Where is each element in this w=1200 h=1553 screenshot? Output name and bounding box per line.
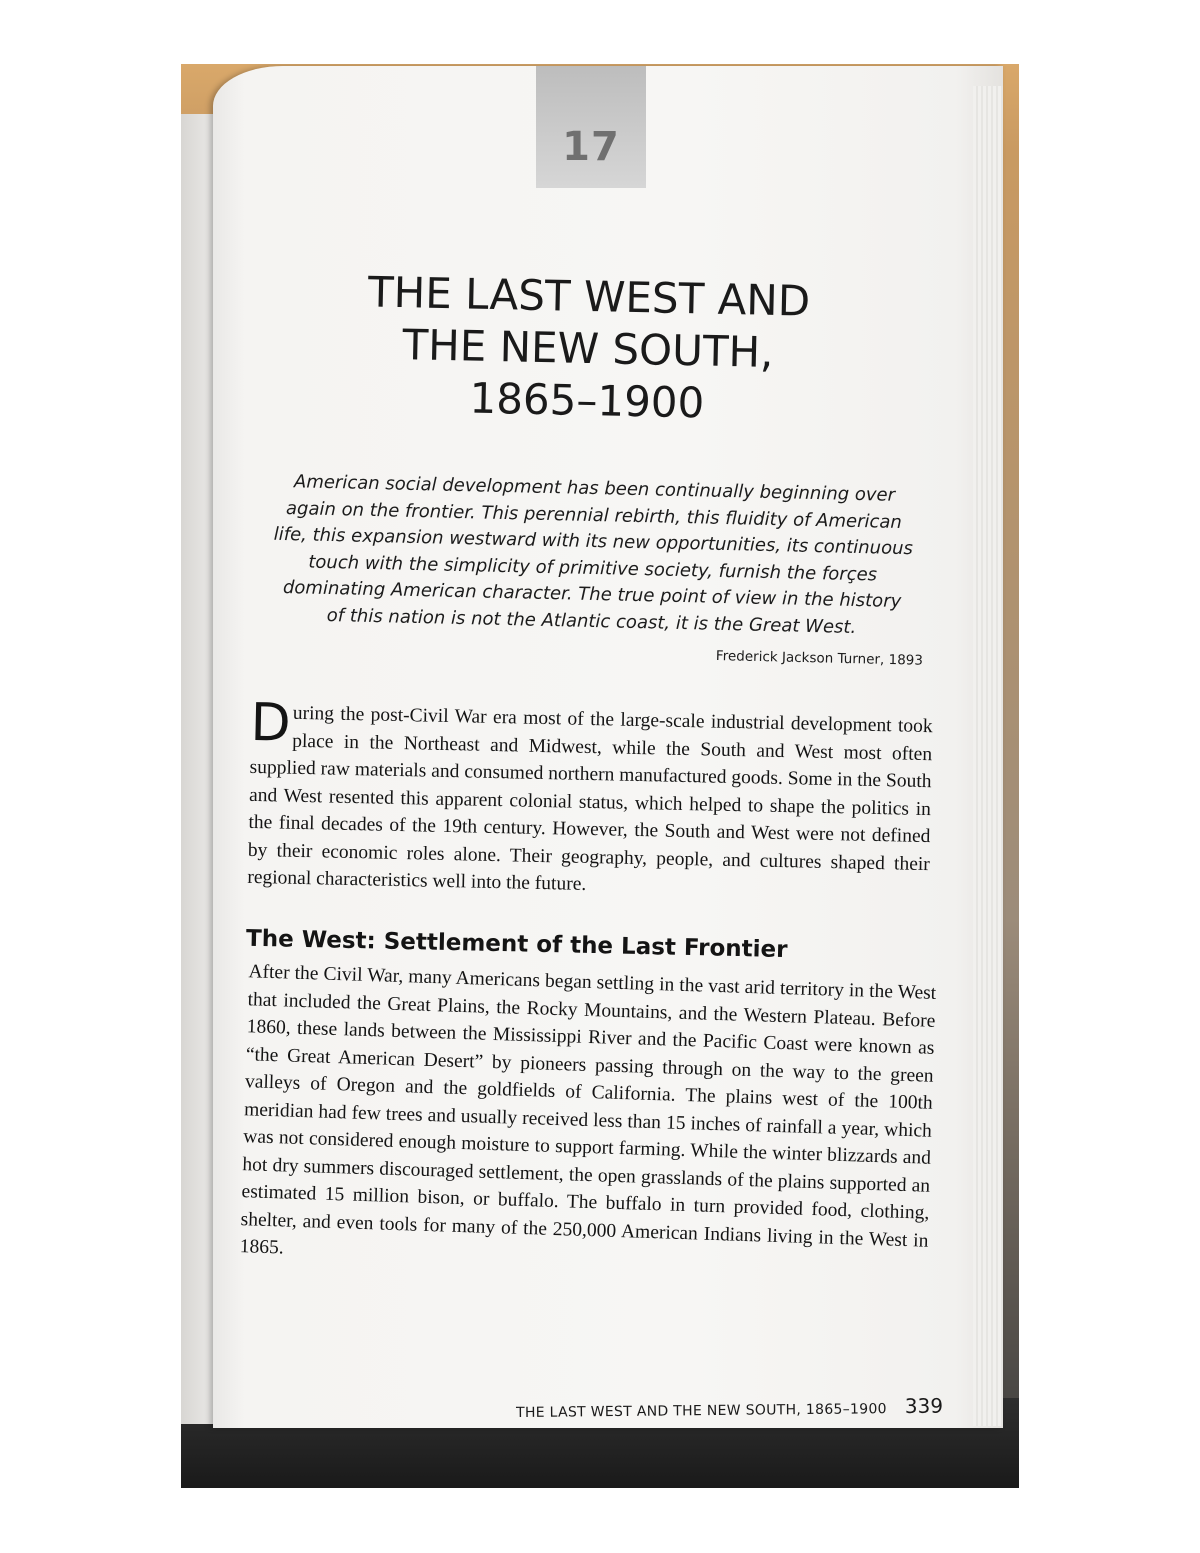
epigraph-quote: American social development has been continually beginning over again on the frontier. This perennial rebirth, this fluidity of American life, this expansion westward with its new opportunities, its continuous touch with the simplicity of primitive society, furnish the forçes dominating American character. The true point of view in the history of this nation is not the Atlantic coast, it is the Great West. — [273, 471, 914, 638]
book-page — [213, 66, 1003, 1428]
page-stack-edges — [973, 86, 1003, 1426]
page-footer — [483, 1394, 943, 1423]
page-number: 339 — [904, 1393, 944, 1418]
chapter-tab — [536, 66, 646, 188]
chapter-title-line: THE LAST WEST AND — [367, 267, 811, 326]
book-photo — [181, 64, 1019, 1488]
epigraph-attribution: Frederick Jackson Turner, 1893 — [715, 648, 924, 669]
chapter-title — [321, 265, 854, 432]
chapter-title-line: 1865–1900 — [469, 373, 705, 428]
section-paragraph: After the Civil War, many Americans began settling in the vast arid territory in the West that included the Great Plains, the Rocky Mountains, and the Western Plateau. Before 1860, these lands between the Mississippi River and the Pacific Coast were known as “the Great American Desert” by pioneers passing through on the way to the green valleys of Oregon and the goldfields of California. The plains west of the 100th meridian had few trees and usually received less than 15 inches of rainfall a year, which was not considered enough moisture to support farming. While the winter blizzards and hot dry summers discouraged settlement, the open grasslands of the plains supported an estimated 15 million bison, or buffalo. The buffalo in turn provided food, clothing, shelter, and even tools for many of the 250,000 American Indians living in the West in 1865. — [239, 961, 937, 1259]
chapter-number: 17 — [562, 124, 620, 170]
running-head: THE LAST WEST AND THE NEW SOUTH, 1865–1900 — [515, 1401, 887, 1422]
intro-text: uring the post-Civil War era most of the large-scale industrial development took place in the Northeast and Midwest, while the South and West most often supplied raw materials and consumed northern manufactured goods. Some in the South and West resented this apparent colonial status, which helped to shape the politics in the final decades of the 19th century. However, the South and West were not defined by their economic roles alone. Their geography, people, and cultures shaped their regional characteristics well into the future. — [247, 702, 933, 895]
intro-paragraph — [247, 692, 933, 906]
section-heading: The West: Settlement of the Last Frontier — [245, 925, 788, 964]
drop-cap: D — [249, 692, 292, 754]
chapter-title-line: THE NEW SOUTH, — [402, 320, 774, 377]
